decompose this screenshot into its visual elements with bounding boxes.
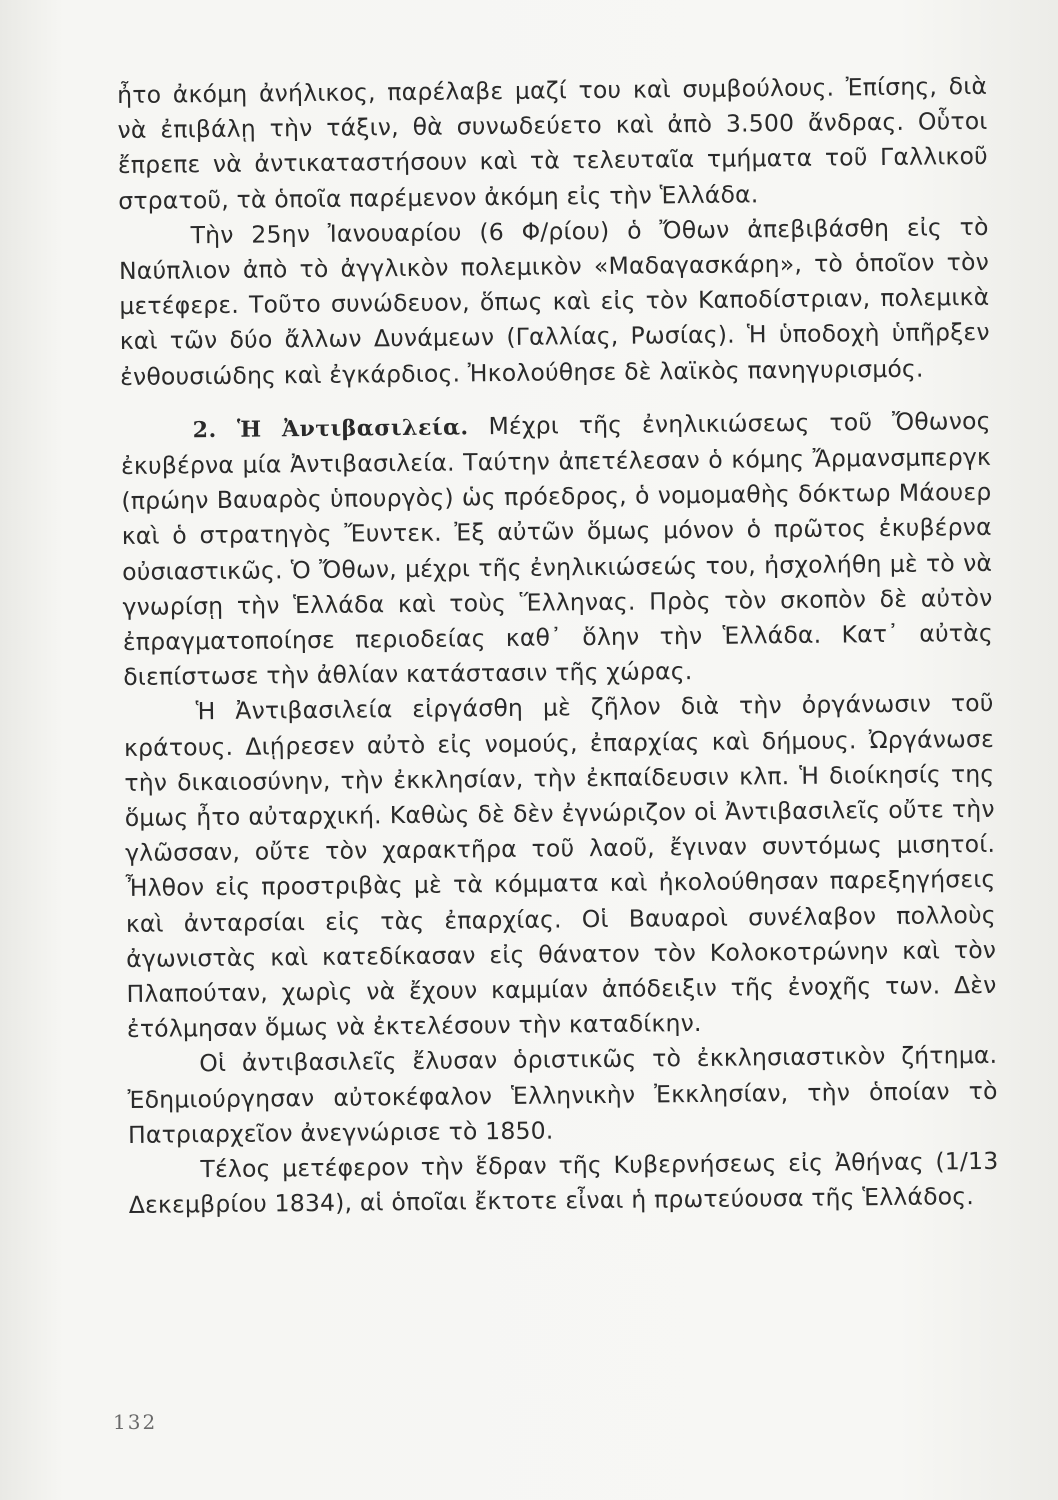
paragraph-6: Τέλος μετέφερον τὴν ἕδραν τῆς Κυβερνήσεως εἰς Ἀθήνας (1/13 Δεκεμβρίου 1834), αἱ ὁποῖαι ἔκτοτε εἶναι ἡ πρωτεύουσα τῆς Ἑλλάδος. [128,1146,999,1220]
paragraph-1: ἦτο ἀκόμη ἀνήλικος, παρέλαβε μαζί του καὶ συμβούλους. Ἐπίσης, διὰ νὰ ἐπιβάλῃ τὴν τάξιν, θὰ συνωδεύετο καὶ ἀπὸ 3.500 ἄνδρας. Οὗτοι ἔπρεπε νὰ ἀντικαταστήσουν καὶ τὰ τελευταῖα τμήματα τοῦ Γαλλικοῦ στρατοῦ, τὰ ὁποῖα παρέμενον ἀκόμη εἰς τὴν Ἑλλάδα. [117,71,989,215]
body-text [117,69,999,1224]
paragraph-2: Τὴν 25ην Ἰανουαρίου (6 Φ/ρίου) ὁ Ὄθων ἀπεβιβάσθη εἰς τὸ Ναύπλιον ἀπὸ τὸ ἀγγλικὸν πολεμικὸν «Μαδαγασκάρη», τὸ ὁποῖον τὸν μετέφερε. Τοῦτο συνώδευον, ὅπως καὶ εἰς τὸν Καποδίστριαν, πολεμικὰ καὶ τῶν δύο ἄλλων Δυνάμεων (Γαλλίας, Ρωσίας). Ἡ ὑποδοχὴ ὑπῆρξεν ἐνθουσιώδης καὶ ἐγκάρδιος. Ἠκολούθησε δὲ λαϊκὸς πανηγυρισμός. [118,212,990,391]
section-text: Μέχρι τῆς ἐνηλικιώσεως τοῦ Ὄθωνος ἐκυβέρνα μία Ἀντιβασιλεία. Ταύτην ἀπετέλεσαν ὁ κόμης Ἄρμανσμπεργκ (πρώην Βαυαρὸς ὑπουργὸς) ὡς πρόεδρος, ὁ νομομαθὴς δόκτωρ Μάουερ καὶ ὁ στρατηγὸς Ἔυντεκ. Ἐξ αὐτῶν ὅμως μόνον ὁ πρῶτος ἐκυβέρνα οὐσιαστικῶς. Ὁ Ὄθων, μέχρι τῆς ἐνηλικιώσεώς του, ἠσχολήθη μὲ τὸ νὰ γνωρίσῃ τὴν Ἑλλάδα καὶ τοὺς Ἕλληνας. Πρὸς τὸν σκοπὸν δὲ αὐτὸν ἐπραγματοποίησε περιοδείας καθ᾽ ὅλην τὴν Ἑλλάδα. Κατ᾽ αὐτὰς διεπίστωσε τὴν ἀθλίαν κατάστασιν τῆς χώρας. [120,406,994,692]
paragraph-4: Ἡ Ἀντιβασιλεία εἰργάσθη μὲ ζῆλον διὰ τὴν ὀργάνωσιν τοῦ κράτους. Διῄρεσεν αὐτὸ εἰς νομούς, ἐπαρχίας καὶ δήμους. Ὠργάνωσε τὴν δικαιοσύνην, τὴν ἐκκλησίαν, τὴν ἐκπαίδευσιν κλπ. Ἡ διοίκησίς της ὅμως ἦτο αὐταρχική. Καθὼς δὲ δὲν ἐγνώριζον οἱ Ἀντιβασιλεῖς οὔτε τὴν γλῶσσαν, οὔτε τὸν χαρακτῆρα τοῦ λαοῦ, ἔγιναν συντόμως μισητοί. Ἦλθον εἰς προστριβὰς μὲ τὰ κόμματα καὶ ἠκολούθησαν παρεξηγήσεις καὶ ἀνταρσίαι εἰς τὰς ἐπαρχίας. Οἱ Βαυαροὶ συνέλαβον πολλοὺς ἀγωνιστὰς καὶ κατεδίκασαν εἰς θάνατον τὸν Κολοκοτρώνην καὶ τὸν Πλαπούταν, χωρὶς νὰ ἔχουν καμμίαν ἀπόδειξιν τῆς ἐνοχῆς των. Δὲν ἐτόλμησαν ὅμως νὰ ἐκτελέσουν τὴν καταδίκην. [123,689,997,1044]
paragraph-5: Οἱ ἀντιβασιλεῖς ἔλυσαν ὁριστικῶς τὸ ἐκκλησιαστικὸν ζήτημα. Ἐδημιούργησαν αὐτοκέφαλον Ἑλληνικὴν Ἐκκλησίαν, τὴν ὁποίαν τὸ Πατριαρχεῖον ἀνεγνώρισε τὸ 1850. [127,1041,998,1149]
paragraph-3 [121,404,994,696]
section-heading: 2. Ἡ Ἀντιβασιλεία. [192,414,469,444]
page-number: 132 [113,1410,158,1434]
